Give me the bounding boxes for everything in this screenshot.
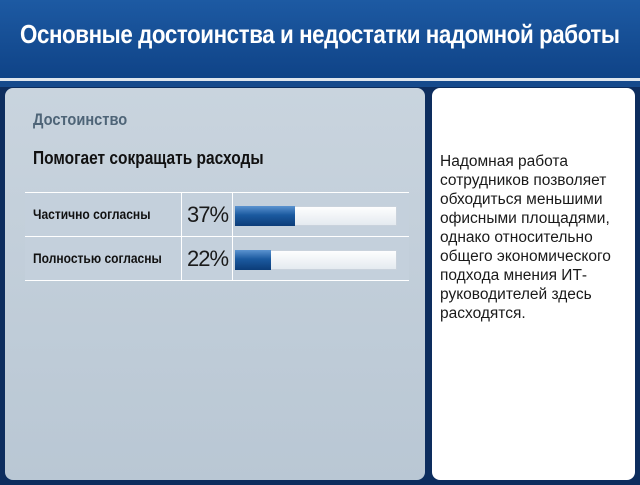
note-text: Надомная работа сотрудников позволяет обходиться меньшими офисными площадями, однако относительно общего экономического подхода мнения ИТ-руководителей здесь расходятся.: [440, 153, 611, 322]
bar-cell: [233, 193, 409, 236]
bar-fill: [235, 206, 295, 226]
bar-track: [235, 206, 397, 226]
question-title: Помогает сокращать расходы: [33, 148, 264, 168]
header-divider-blue: [0, 81, 640, 87]
header-bar: [0, 0, 640, 78]
survey-panel: [5, 88, 425, 480]
bar-fill: [235, 250, 271, 270]
bar-chart: [25, 192, 409, 281]
page-title: Основные достоинства и недостатки надомной работы: [20, 19, 620, 49]
value-cell: [182, 237, 233, 280]
chart-row: [25, 193, 409, 237]
value-cell: [182, 193, 233, 236]
bar-cell: [233, 237, 409, 280]
bar-track: [235, 250, 397, 270]
note-panel: [432, 88, 635, 480]
category-label: Полностью согласны: [33, 250, 162, 266]
value-label: 22%: [187, 246, 229, 271]
value-label: 37%: [187, 202, 229, 227]
category-cell: [25, 237, 182, 280]
chart-row: [25, 237, 409, 281]
category-cell: [25, 193, 182, 236]
category-label: Частично согласны: [33, 206, 151, 222]
section-label: Достоинство: [33, 110, 128, 129]
